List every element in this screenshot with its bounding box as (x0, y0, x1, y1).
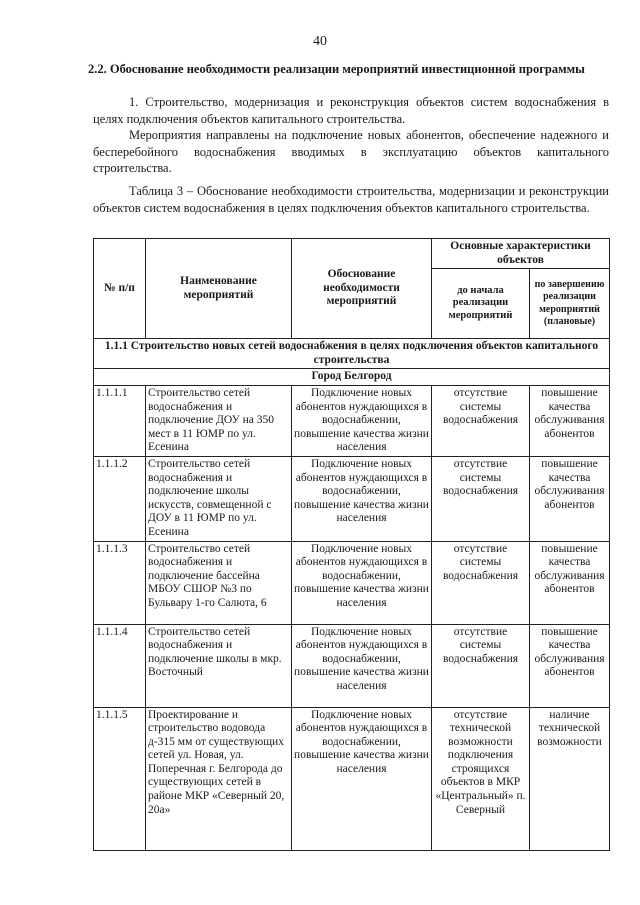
paragraph-purpose (93, 127, 609, 177)
cell-after: наличие технической возможности (530, 707, 610, 850)
table-caption (93, 183, 609, 216)
header-before: до начала реализации мероприятий (432, 269, 530, 339)
cell-after: повышение качества обслуживания абонентов (530, 541, 610, 624)
cell-num: 1.1.1.2 (94, 456, 146, 541)
table-row (94, 624, 610, 707)
cell-reason: Подключение новых абонентов нуждающихся в водоснабжении, повышение качества жизни населения (292, 707, 432, 850)
cell-name: Строительство сетей водоснабжения и подключение школы искусств, совмещенной с ДОУ в 11 ЮМР по ул. Есенина (146, 456, 292, 541)
cell-name: Строительство сетей водоснабжения и подключение бассейна МБОУ СШОР №3 по Бульвару 1-го Салюта, 6 (146, 541, 292, 624)
caption-text: Таблица 3 – Обоснование необходимости строительства, модернизации и реконструкции объектов систем водоснабжения в целях подключения объектов капитального строительства. (93, 184, 609, 215)
cell-after: повышение качества обслуживания абонентов (530, 624, 610, 707)
table-header-row (94, 239, 610, 269)
cell-name: Строительство сетей водоснабжения и подключение школы в мкр. Восточный (146, 624, 292, 707)
cell-after: повышение качества обслуживания абонентов (530, 385, 610, 456)
table-section-row (94, 339, 610, 369)
justification-table (93, 238, 610, 851)
cell-reason: Подключение новых абонентов нуждающихся в водоснабжении, повышение качества жизни населения (292, 624, 432, 707)
cell-before: отсутствие технической возможности подключения строящихся объектов в МКР «Центральный» п. Северный (432, 707, 530, 850)
cell-reason: Подключение новых абонентов нуждающихся в водоснабжении, повышение качества жизни населения (292, 456, 432, 541)
cell-before: отсутствие системы водоснабжения (432, 456, 530, 541)
table-row (94, 456, 610, 541)
paragraph-text: Мероприятия направлены на подключение новых абонентов, обеспечение надежного и бесперебойного водоснабжения вводимых в эксплуатацию объектов капитального строительства. (93, 128, 609, 175)
section-title: 2.2. Обоснование необходимости реализации мероприятий инвестиционной программы (88, 62, 585, 76)
cell-num: 1.1.1.1 (94, 385, 146, 456)
header-num: № п/п (94, 239, 146, 339)
cell-reason: Подключение новых абонентов нуждающихся в водоснабжении, повышение качества жизни населения (292, 541, 432, 624)
cell-num: 1.1.1.3 (94, 541, 146, 624)
section-heading: 1.1.1 Строительство новых сетей водоснабжения в целях подключения объектов капитального строительства (94, 339, 610, 369)
table-row (94, 707, 610, 850)
cell-num: 1.1.1.5 (94, 707, 146, 850)
cell-before: отсутствие системы водоснабжения (432, 385, 530, 456)
cell-name: Строительство сетей водоснабжения и подключение ДОУ на 350 мест в 11 ЮМР по ул. Есенина (146, 385, 292, 456)
cell-num: 1.1.1.4 (94, 624, 146, 707)
page-number: 40 (313, 34, 327, 49)
header-name: Наименование мероприятий (146, 239, 292, 339)
cell-before: отсутствие системы водоснабжения (432, 541, 530, 624)
table-row (94, 541, 610, 624)
table-row (94, 385, 610, 456)
cell-before: отсутствие системы водоснабжения (432, 624, 530, 707)
header-characteristics: Основные характеристики объектов (432, 239, 610, 269)
city-heading: Город Белгород (94, 369, 610, 386)
cell-after: повышение качества обслуживания абонентов (530, 456, 610, 541)
header-after: по завершению реализации мероприятий (плановые) (530, 269, 610, 339)
table-city-row (94, 369, 610, 386)
cell-reason: Подключение новых абонентов нуждающихся в водоснабжении, повышение качества жизни населения (292, 385, 432, 456)
paragraph-text: 1. Строительство, модернизация и реконструкция объектов систем водоснабжения в целях подключения объектов капитального строительства. (93, 95, 609, 126)
cell-name: Проектирование и строительство водовода д-315 мм от существующих сетей ул. Новая, ул. Поперечная г. Белгорода до существующих сетей в районе МКР «Северный 20, 20а» (146, 707, 292, 850)
paragraph-construction (93, 94, 609, 127)
header-reason: Обоснование необходимости мероприятий (292, 239, 432, 339)
